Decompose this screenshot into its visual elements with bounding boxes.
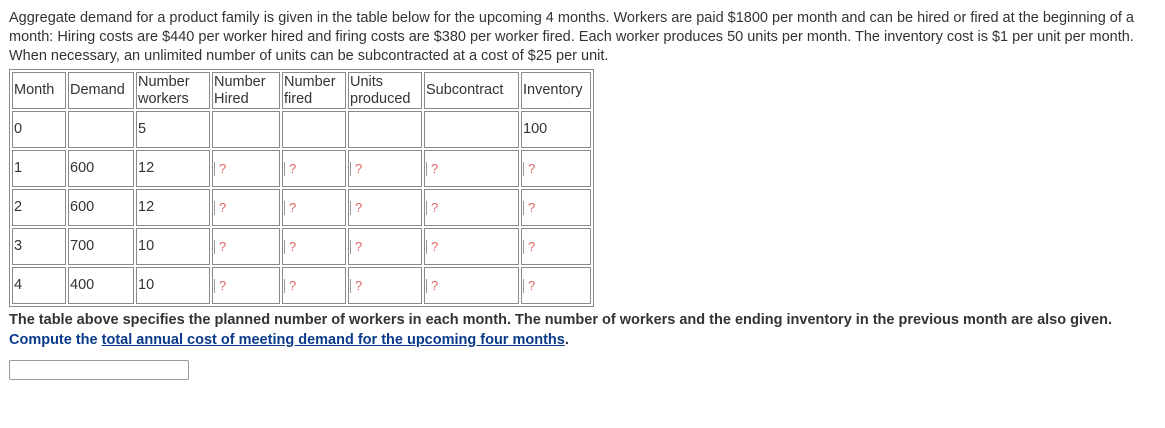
missing-image-icon xyxy=(523,162,527,176)
unknown-value: ? xyxy=(528,277,536,293)
missing-image-icon xyxy=(284,201,288,215)
header-demand: Demand xyxy=(68,72,134,109)
missing-image-icon xyxy=(284,240,288,254)
missing-image-icon xyxy=(523,279,527,293)
missing-image-icon xyxy=(426,240,430,254)
cell-inventory: 100 xyxy=(521,111,591,148)
unknown-value: ? xyxy=(528,199,536,215)
cell-demand: 400 xyxy=(68,267,134,304)
header-workers: Number workers xyxy=(136,72,210,109)
cell-hired[interactable] xyxy=(212,228,280,265)
missing-image-icon xyxy=(350,279,354,293)
unknown-value: ? xyxy=(219,238,227,254)
unknown-value: ? xyxy=(431,160,439,176)
missing-image-icon xyxy=(214,240,218,254)
cell-month: 2 xyxy=(12,189,66,226)
unknown-value: ? xyxy=(528,238,536,254)
cell-fired[interactable] xyxy=(282,189,346,226)
header-month: Month xyxy=(12,72,66,109)
header-hired: Number Hired xyxy=(212,72,280,109)
cell-workers: 10 xyxy=(136,228,210,265)
missing-image-icon xyxy=(426,162,430,176)
cell-workers: 12 xyxy=(136,150,210,187)
header-subcontract: Subcontract xyxy=(424,72,519,109)
unknown-value: ? xyxy=(289,277,297,293)
table-row xyxy=(12,189,591,226)
unknown-value: ? xyxy=(219,277,227,293)
aggregate-plan-table xyxy=(9,69,594,307)
unknown-value: ? xyxy=(289,160,297,176)
question-lead: The table above specifies the planned number of workers in each month. The number of workers and the ending inventory in the previous month are also given. xyxy=(9,312,1113,328)
question-tail: . xyxy=(564,332,569,348)
cell-workers: 5 xyxy=(136,111,210,148)
unknown-value: ? xyxy=(528,160,536,176)
cell-units[interactable] xyxy=(348,189,422,226)
cell-inventory[interactable] xyxy=(521,150,591,187)
table-row xyxy=(12,111,591,148)
cell-subcontract[interactable] xyxy=(424,267,519,304)
cell-hired[interactable] xyxy=(212,267,280,304)
cell-demand: 600 xyxy=(68,189,134,226)
unknown-value: ? xyxy=(219,160,227,176)
unknown-value: ? xyxy=(355,160,363,176)
cell-demand: 700 xyxy=(68,228,134,265)
header-fired: Number fired xyxy=(282,72,346,109)
problem-container xyxy=(9,9,1161,380)
missing-image-icon xyxy=(350,162,354,176)
cell-month: 4 xyxy=(12,267,66,304)
question-link[interactable]: total annual cost of meeting demand for the upcoming four months xyxy=(101,332,565,348)
cell-hired xyxy=(212,111,280,148)
cell-fired xyxy=(282,111,346,148)
cell-fired[interactable] xyxy=(282,228,346,265)
cell-subcontract[interactable] xyxy=(424,150,519,187)
cell-subcontract xyxy=(424,111,519,148)
unknown-value: ? xyxy=(355,238,363,254)
unknown-value: ? xyxy=(431,238,439,254)
cell-units[interactable] xyxy=(348,150,422,187)
cell-month: 1 xyxy=(12,150,66,187)
missing-image-icon xyxy=(284,279,288,293)
unknown-value: ? xyxy=(219,199,227,215)
cell-units xyxy=(348,111,422,148)
missing-image-icon xyxy=(214,201,218,215)
missing-image-icon xyxy=(284,162,288,176)
missing-image-icon xyxy=(523,240,527,254)
cell-units[interactable] xyxy=(348,267,422,304)
question-text xyxy=(9,310,1161,350)
unknown-value: ? xyxy=(355,277,363,293)
unknown-value: ? xyxy=(431,199,439,215)
cell-fired[interactable] xyxy=(282,267,346,304)
table-row xyxy=(12,228,591,265)
missing-image-icon xyxy=(214,162,218,176)
header-inventory: Inventory xyxy=(521,72,591,109)
missing-image-icon xyxy=(426,201,430,215)
table-header-row xyxy=(12,72,591,109)
problem-intro: Aggregate demand for a product family is given in the table below for the upcoming 4 months. Workers are paid $1800 per month and can be hired or fired at the beginning of a month: Hiring costs are $440 per worker hired and firing costs are $380 per worker fired. Each worker produces 50 units per month. The inventory cost is $1 per unit per month. When necessary, an unlimited number of units can be subcontracted at a cost of $25 per unit. xyxy=(9,10,1134,64)
cell-units[interactable] xyxy=(348,228,422,265)
unknown-value: ? xyxy=(289,199,297,215)
cell-month: 3 xyxy=(12,228,66,265)
cell-workers: 10 xyxy=(136,267,210,304)
unknown-value: ? xyxy=(431,277,439,293)
cell-demand: 600 xyxy=(68,150,134,187)
cell-inventory[interactable] xyxy=(521,228,591,265)
table-row xyxy=(12,267,591,304)
cell-demand xyxy=(68,111,134,148)
missing-image-icon xyxy=(426,279,430,293)
cell-inventory[interactable] xyxy=(521,189,591,226)
question-compute: Compute the xyxy=(9,332,98,348)
unknown-value: ? xyxy=(289,238,297,254)
header-units: Units produced xyxy=(348,72,422,109)
cell-month: 0 xyxy=(12,111,66,148)
missing-image-icon xyxy=(350,240,354,254)
missing-image-icon xyxy=(214,279,218,293)
cell-hired[interactable] xyxy=(212,189,280,226)
missing-image-icon xyxy=(350,201,354,215)
answer-input[interactable] xyxy=(9,360,189,380)
table-row xyxy=(12,150,591,187)
cell-fired[interactable] xyxy=(282,150,346,187)
unknown-value: ? xyxy=(355,199,363,215)
cell-inventory[interactable] xyxy=(521,267,591,304)
cell-workers: 12 xyxy=(136,189,210,226)
cell-hired[interactable] xyxy=(212,150,280,187)
cell-subcontract[interactable] xyxy=(424,228,519,265)
missing-image-icon xyxy=(523,201,527,215)
cell-subcontract[interactable] xyxy=(424,189,519,226)
